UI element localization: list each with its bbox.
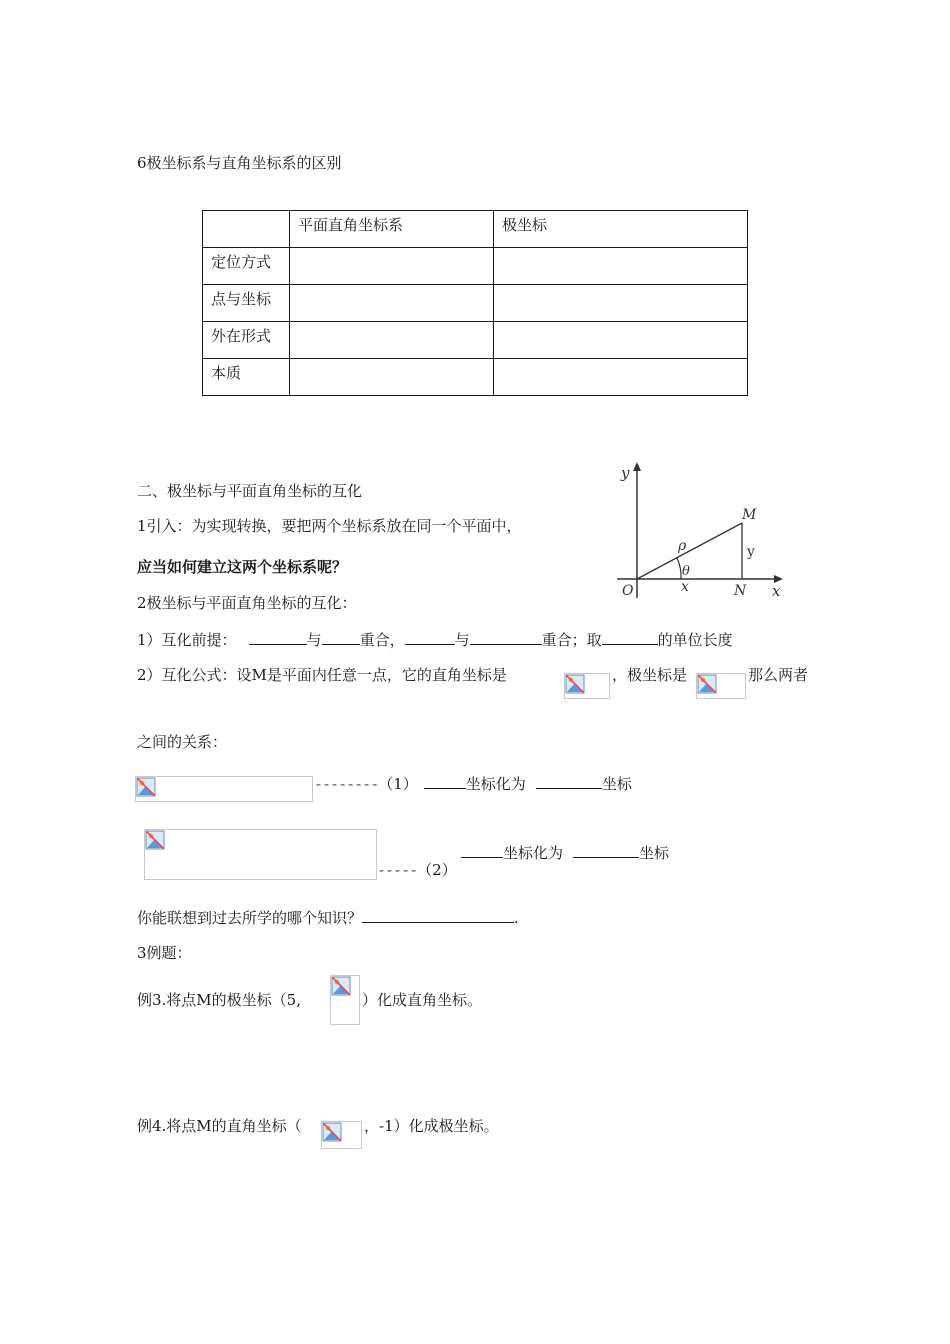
broken-image-placeholder <box>135 776 313 802</box>
table-row <box>203 359 748 396</box>
table-row-label: 定位方式 <box>203 248 290 285</box>
part2-title: 二、极坐标与平面直角坐标的互化 <box>137 482 363 500</box>
intro-text: 1引入：为实现转换，要把两个坐标系放在同一个平面中， <box>137 517 522 535</box>
figure-rho-label: ρ <box>678 538 687 554</box>
figure-x-segment-label: x <box>681 579 689 595</box>
premise-text: 重合；取 <box>541 631 602 649</box>
table-row-label: 外在形式 <box>203 322 290 359</box>
blank <box>602 630 658 645</box>
blank <box>405 630 455 645</box>
table-header-row <box>203 211 748 248</box>
examples-title: 3例题： <box>137 944 192 962</box>
blank <box>470 630 542 645</box>
dash-leader: ----- <box>377 861 418 879</box>
formula-end: 那么两者 <box>748 666 809 684</box>
equation-2-line <box>461 843 669 862</box>
formula-line2: 之间的关系： <box>137 733 228 751</box>
equation-text: 坐标 <box>601 775 632 793</box>
polar-coordinate-figure <box>605 458 787 608</box>
broken-image-icon <box>136 777 156 797</box>
broken-image-placeholder <box>696 673 746 699</box>
table-cell <box>494 359 748 396</box>
table-cell <box>290 322 494 359</box>
broken-image-icon <box>697 674 717 694</box>
equation-number: （2） <box>417 861 457 879</box>
blank <box>461 843 503 858</box>
recall-line <box>137 908 519 927</box>
example-4-post: ，-1）化成极坐标。 <box>364 1117 499 1135</box>
recall-text: 你能联想到过去所学的哪个知识？ <box>137 909 363 927</box>
equation-2-number <box>377 861 457 879</box>
formula-mid: ，极坐标是 <box>612 666 688 684</box>
equation-text: 坐标化为 <box>465 775 526 793</box>
figure-theta-label: θ <box>682 564 690 579</box>
table-row <box>203 248 748 285</box>
broken-image-placeholder <box>564 673 610 699</box>
example-3-pre: 例3.将点M的极坐标（5, <box>137 991 301 1009</box>
table-row <box>203 322 748 359</box>
premise-label: 1）互化前提： <box>137 631 237 649</box>
figure-origin-label: O <box>622 583 634 599</box>
question-text: 应当如何建立这两个坐标系呢？ <box>137 558 348 576</box>
equation-number: （1） <box>378 775 418 793</box>
premise-text: 与 <box>306 631 322 649</box>
table-cell <box>290 285 494 322</box>
equation-text: 坐标化为 <box>503 844 564 862</box>
table-header-cell: 极坐标 <box>494 211 748 248</box>
table-cell <box>290 248 494 285</box>
figure-x-axis-label: x <box>772 582 781 600</box>
item2-title: 2极坐标与平面直角坐标的互化： <box>137 594 357 612</box>
blank <box>322 630 360 645</box>
table-cell <box>494 285 748 322</box>
formula-label: 2）互化公式：设M是平面内任意一点，它的直角坐标是 <box>137 666 507 684</box>
figure-point-m-label: M <box>742 507 757 523</box>
blank <box>424 774 466 789</box>
recall-end: . <box>514 909 519 927</box>
premise-text: 与 <box>454 631 470 649</box>
blank <box>536 774 602 789</box>
example-3-post: ）化成直角坐标。 <box>362 991 483 1009</box>
broken-image-placeholder <box>144 829 377 880</box>
blank <box>573 843 639 858</box>
table-row <box>203 285 748 322</box>
figure-y-axis-label: y <box>621 464 630 482</box>
table-cell <box>290 359 494 396</box>
equation-text: 坐标 <box>639 844 670 862</box>
premise-line <box>137 630 733 649</box>
premise-text: 重合， <box>359 631 405 649</box>
broken-image-icon <box>331 976 351 996</box>
section-title: 6极坐标系与直角坐标系的区别 <box>137 154 342 172</box>
dash-leader: -------- <box>314 775 379 793</box>
figure-point-n-label: N <box>734 583 747 599</box>
blank <box>362 908 514 923</box>
equation-1-line <box>314 774 632 793</box>
blank <box>249 630 307 645</box>
table-cell <box>494 248 748 285</box>
figure-y-segment-label: y <box>747 544 755 560</box>
broken-image-placeholder <box>321 1121 362 1149</box>
broken-image-placeholder <box>330 975 360 1025</box>
example-4-pre: 例4.将点M的直角坐标（ <box>137 1117 302 1135</box>
table-row-label: 本质 <box>203 359 290 396</box>
broken-image-icon <box>145 830 165 850</box>
table-row-label: 点与坐标 <box>203 285 290 322</box>
table-header-cell <box>203 211 290 248</box>
table-header-cell: 平面直角坐标系 <box>290 211 494 248</box>
broken-image-icon <box>322 1122 342 1142</box>
broken-image-icon <box>565 674 585 694</box>
table-cell <box>494 322 748 359</box>
premise-text: 的单位长度 <box>657 631 733 649</box>
comparison-table <box>202 210 748 396</box>
